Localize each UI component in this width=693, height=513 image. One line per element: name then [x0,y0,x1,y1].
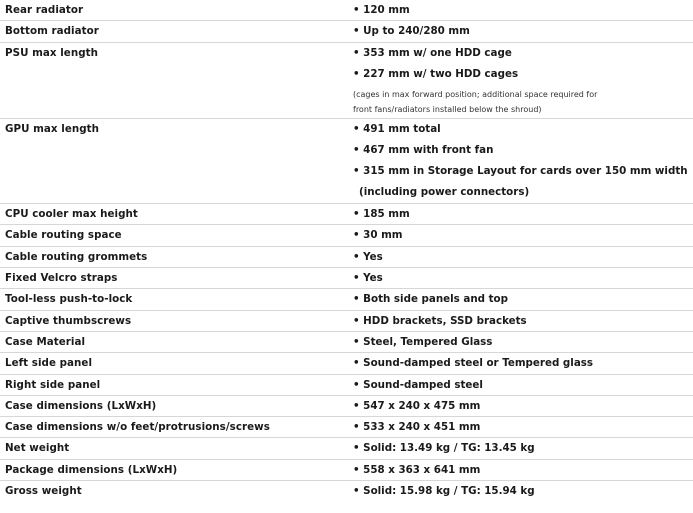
spec-values [349,438,693,458]
spec-label: Right side panel [5,378,101,391]
spec-values [349,247,693,267]
spec-value: • 533 x 240 x 451 mm [353,421,481,434]
spec-value: • 467 mm with front fan [353,143,494,156]
spec-values [349,481,693,501]
spec-row-cable-routing-space [0,225,693,246]
spec-value: • 227 mm w/ two HDD cages [353,67,519,80]
spec-label: Cable routing grommets [5,250,148,263]
spec-label: Gross weight [5,485,82,498]
spec-row-case-dimensions-no-feet [0,417,693,438]
spec-values [349,375,693,395]
spec-label: GPU max length [5,122,100,135]
spec-label: PSU max length [5,46,98,59]
spec-values [349,43,693,118]
spec-row-cable-routing-grommets [0,247,693,268]
spec-label: CPU cooler max height [5,208,138,221]
spec-row-psu-max-length [0,43,693,119]
spec-values [349,332,693,352]
spec-label: Left side panel [5,357,93,370]
spec-label: Captive thumbscrews [5,314,132,327]
spec-label: Fixed Velcro straps [5,272,118,285]
spec-value: • Yes [353,250,383,263]
spec-row-gpu-max-length [0,119,693,204]
spec-value: • Up to 240/280 mm [353,25,470,38]
spec-values [349,417,693,437]
spec-label: Tool-less push-to-lock [5,293,133,306]
spec-label: Package dimensions (LxWxH) [5,463,178,476]
spec-value: • HDD brackets, SSD brackets [353,314,527,327]
spec-label: Case Material [5,335,86,348]
spec-row-rear-radiator [0,0,693,21]
spec-row-cpu-cooler-max-height [0,204,693,225]
spec-value: • Sound-damped steel or Tempered glass [353,357,594,370]
spec-value: • 315 mm in Storage Layout for cards over 150 mm width [353,164,688,177]
spec-value: • Solid: 15.98 kg / TG: 15.94 kg [353,485,535,498]
spec-label: Case dimensions (LxWxH) [5,399,157,412]
spec-value: • Steel, Tempered Glass [353,335,493,348]
spec-values [349,225,693,245]
spec-row-net-weight [0,438,693,459]
spec-values [349,0,693,20]
spec-values [349,289,693,309]
spec-values [349,311,693,331]
spec-note [353,85,693,118]
spec-value: • Yes [353,272,383,285]
spec-label: Case dimensions w/o feet/protrusions/screws [5,421,270,434]
spec-value: • 353 mm w/ one HDD cage [353,46,512,59]
spec-row-case-dimensions [0,396,693,417]
spec-row-tool-less-push-to-lock [0,289,693,310]
spec-value: • 120 mm [353,4,410,16]
spec-values [349,268,693,288]
spec-value: • 30 mm [353,229,403,242]
spec-values [349,21,693,41]
spec-row-bottom-radiator [0,21,693,42]
spec-value: • 547 x 240 x 475 mm [353,399,481,412]
spec-values [349,460,693,480]
spec-value: • Solid: 13.49 kg / TG: 13.45 kg [353,442,535,455]
spec-value: • Sound-damped steel [353,378,483,391]
spec-label: Net weight [5,442,70,455]
spec-row-fixed-velcro-straps [0,268,693,289]
spec-value: • Both side panels and top [353,293,509,306]
spec-row-gross-weight [0,481,693,501]
spec-label: Rear radiator [5,4,84,16]
spec-value: • 491 mm total [353,122,441,135]
spec-label: Bottom radiator [5,25,99,38]
spec-row-package-dimensions [0,460,693,481]
spec-row-left-side-panel [0,353,693,374]
spec-value: • 185 mm [353,208,410,221]
spec-note-line: (cages in max forward position; additional space required for [353,89,598,99]
spec-value: (including power connectors) [359,186,530,199]
spec-values [349,396,693,416]
spec-values [349,353,693,373]
spec-row-right-side-panel [0,375,693,396]
spec-row-captive-thumbscrews [0,311,693,332]
spec-value: • 558 x 363 x 641 mm [353,463,481,476]
spec-label: Cable routing space [5,229,122,242]
spec-values [349,119,693,203]
spec-values [349,204,693,224]
spec-note-line: front fans/radiators installed below the shroud) [353,105,542,115]
spec-row-case-material [0,332,693,353]
